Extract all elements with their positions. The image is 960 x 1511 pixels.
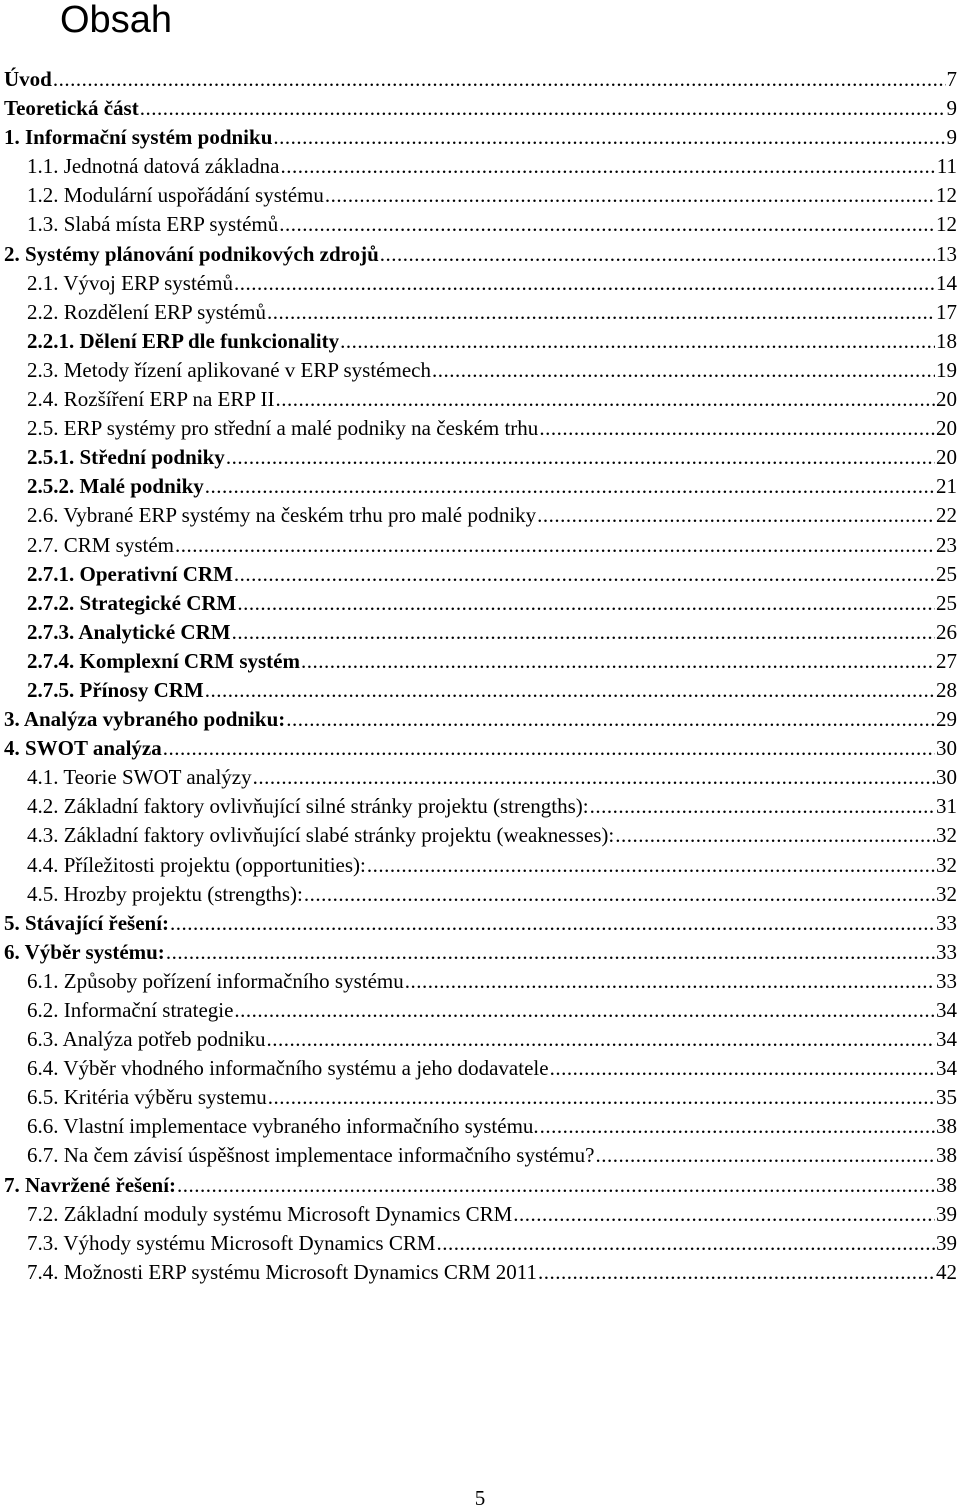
toc-entry[interactable]	[4, 996, 957, 1025]
toc-entry[interactable]	[4, 763, 957, 792]
toc-entry[interactable]	[4, 65, 957, 94]
dot-leader	[437, 1229, 935, 1258]
toc-entry-page-number: 32	[936, 881, 957, 906]
dot-leader	[304, 880, 935, 909]
toc-entry[interactable]	[4, 414, 957, 443]
toc-entry-page-number: 38	[936, 1143, 957, 1168]
toc-entry-title: 6.2. Informační strategie	[27, 998, 234, 1022]
dot-leader	[253, 763, 935, 792]
toc-entry[interactable]	[4, 472, 957, 501]
table-of-contents	[4, 65, 957, 1287]
toc-entry-page-number: 38	[936, 1114, 957, 1139]
dot-leader	[234, 560, 935, 589]
toc-entry-title: 4.3. Základní faktory ovlivňující slabé stránky projektu (weaknesses):	[27, 823, 615, 848]
dot-leader	[539, 414, 935, 443]
dot-leader	[405, 967, 935, 996]
toc-entry-title: 7.2. Základní moduly systému Microsoft Dynamics CRM	[27, 1201, 513, 1226]
toc-entry[interactable]	[4, 1054, 957, 1083]
toc-entry-title: 1.3. Slabá místa ERP systémů	[27, 212, 279, 237]
dot-leader	[267, 298, 935, 327]
toc-entry-title: 2.3. Metody řízení aplikované v ERP systémech	[27, 357, 431, 382]
toc-entry-title: 7.3. Výhody systému Microsoft Dynamics CRM	[27, 1230, 436, 1255]
toc-entry-title: 1. Informační systém podniku	[4, 125, 273, 150]
toc-entry[interactable]	[4, 298, 957, 327]
toc-entry-page-number: 20	[936, 445, 957, 470]
toc-entry-title: 2.7.1. Operativní CRM	[27, 561, 233, 586]
toc-entry[interactable]	[4, 560, 957, 589]
toc-entry-page-number: 38	[936, 1172, 957, 1197]
toc-entry[interactable]	[4, 734, 957, 763]
dot-leader	[177, 1171, 935, 1200]
dot-leader	[615, 821, 935, 850]
toc-entry-page-number: 9	[946, 125, 957, 150]
toc-entry[interactable]	[4, 967, 957, 996]
toc-entry-page-number: 39	[936, 1201, 957, 1226]
dot-leader	[432, 356, 935, 385]
dot-leader	[590, 792, 935, 821]
dot-leader	[276, 385, 935, 414]
toc-entry-title: 2.2.1. Dělení ERP dle funkcionality	[27, 328, 340, 353]
toc-entry-page-number: 33	[936, 968, 957, 993]
toc-entry[interactable]	[4, 589, 957, 618]
toc-entry-page-number: 35	[936, 1085, 957, 1110]
page-number: 5	[474, 1486, 486, 1510]
dot-leader	[286, 705, 935, 734]
toc-entry-page-number: 17	[936, 299, 957, 324]
toc-entry[interactable]	[4, 94, 957, 123]
dot-leader	[205, 472, 935, 501]
toc-entry-page-number: 20	[936, 416, 957, 441]
toc-entry-page-number: 22	[936, 503, 957, 528]
toc-entry[interactable]	[4, 181, 957, 210]
toc-entry-title: 2.7.5. Přínosy CRM	[27, 677, 204, 702]
dot-leader	[234, 996, 935, 1025]
toc-entry-title: 2.5.2. Malé podniky	[27, 474, 204, 499]
toc-entry-title: 4.2. Základní faktory ovlivňující silné stránky projektu (strengths):	[27, 794, 589, 819]
toc-entry[interactable]	[4, 210, 957, 239]
toc-entry-page-number: 25	[936, 561, 957, 586]
toc-entry-page-number: 30	[936, 765, 957, 790]
dot-leader	[537, 501, 935, 530]
toc-entry[interactable]	[4, 269, 957, 298]
toc-entry-page-number: 23	[936, 532, 957, 557]
toc-entry-page-number: 42	[936, 1259, 957, 1284]
toc-entry-page-number: 25	[936, 590, 957, 615]
toc-entry-title: 1.2. Modulární uspořádání systému	[27, 183, 324, 208]
dot-leader	[232, 618, 935, 647]
dot-leader	[325, 181, 935, 210]
toc-entry-page-number: 29	[936, 707, 957, 732]
toc-entry[interactable]	[4, 531, 957, 560]
toc-entry-page-number: 21	[936, 474, 957, 499]
dot-leader	[380, 240, 935, 269]
toc-entry-title: 2.5.1. Střední podniky	[27, 445, 225, 470]
toc-entry-page-number: 34	[936, 1027, 957, 1052]
dot-leader	[367, 851, 935, 880]
toc-entry-page-number: 12	[936, 183, 957, 208]
toc-entry-title: 2.7.2. Strategické CRM	[27, 590, 237, 615]
dot-leader	[281, 152, 936, 181]
toc-entry-page-number: 26	[936, 619, 957, 644]
toc-entry-page-number: 33	[936, 910, 957, 935]
dot-leader	[540, 1112, 935, 1141]
toc-entry[interactable]	[4, 938, 957, 967]
toc-entry[interactable]	[4, 356, 957, 385]
toc-entry-title: 2.7.4. Komplexní CRM systém	[27, 648, 300, 673]
toc-entry[interactable]	[4, 792, 957, 821]
toc-entry-page-number: 27	[936, 648, 957, 673]
toc-entry[interactable]	[4, 1171, 957, 1200]
toc-entry-title: 4.4. Příležitosti projektu (opportunities):	[27, 852, 366, 877]
toc-entry[interactable]	[4, 152, 957, 181]
toc-entry[interactable]	[4, 1112, 957, 1141]
dot-leader	[166, 938, 935, 967]
toc-entry-title: 4.1. Teorie SWOT analýzy	[27, 765, 252, 790]
toc-entry[interactable]	[4, 123, 957, 152]
toc-entry-title: 3. Analýza vybraného podniku:	[4, 707, 286, 732]
toc-entry-page-number: 30	[936, 736, 957, 761]
toc-entry-title: 2.5. ERP systémy pro střední a malé podniky na českém trhu	[27, 416, 539, 441]
toc-entry-page-number: 9	[946, 96, 957, 121]
page-title: Obsah	[60, 0, 172, 41]
toc-entry-title: 2.1. Vývoj ERP systémů	[27, 270, 233, 295]
dot-leader	[140, 94, 946, 123]
toc-entry-title: 2.6. Vybrané ERP systémy na českém trhu pro malé podniky	[27, 503, 537, 528]
toc-entry-page-number: 34	[936, 1056, 957, 1081]
toc-entry-page-number: 20	[936, 387, 957, 412]
toc-entry-title: 1.1. Jednotná datová základna	[27, 154, 280, 179]
toc-entry[interactable]	[4, 618, 957, 647]
toc-entry[interactable]	[4, 443, 957, 472]
dot-leader	[301, 647, 935, 676]
toc-entry-page-number: 12	[936, 212, 957, 237]
dot-leader	[595, 1141, 935, 1170]
toc-entry-title: 7. Navržené řešení:	[4, 1172, 177, 1197]
toc-entry[interactable]	[4, 705, 957, 734]
dot-leader	[268, 1083, 935, 1112]
dot-leader	[513, 1200, 935, 1229]
toc-entry-title: 4. SWOT analýza	[4, 736, 162, 761]
dot-leader	[234, 269, 935, 298]
toc-entry-page-number: 39	[936, 1230, 957, 1255]
dot-leader	[267, 1025, 935, 1054]
toc-entry[interactable]	[4, 821, 957, 850]
dot-leader	[53, 65, 946, 94]
toc-entry-page-number: 32	[936, 852, 957, 877]
dot-leader	[226, 443, 935, 472]
toc-entry-title: 6.1. Způsoby pořízení informačního systému	[27, 968, 404, 993]
toc-entry-page-number: 28	[936, 677, 957, 702]
toc-entry-title: 6.7. Na čem závisí úspěšnost implementace informačního systému?	[27, 1143, 595, 1168]
dot-leader	[538, 1258, 935, 1287]
toc-entry-page-number: 18	[936, 328, 957, 353]
toc-entry[interactable]	[4, 1141, 957, 1170]
dot-leader	[340, 327, 935, 356]
toc-entry-title: 6.3. Analýza potřeb podniku	[27, 1027, 266, 1052]
toc-entry-title: Teoretická část	[4, 96, 139, 121]
toc-entry-page-number: 7	[946, 67, 957, 91]
toc-entry[interactable]	[4, 1083, 957, 1112]
dot-leader	[175, 531, 935, 560]
dot-leader	[550, 1054, 935, 1083]
toc-entry-title: 2.7.3. Analytické CRM	[27, 619, 231, 644]
toc-entry-page-number: 19	[936, 357, 957, 382]
toc-entry-page-number: 14	[936, 270, 957, 295]
toc-entry[interactable]	[4, 1229, 957, 1258]
toc-entry[interactable]	[4, 240, 957, 269]
toc-entry-title: 2.2. Rozdělení ERP systémů	[27, 299, 266, 324]
toc-entry-page-number: 13	[936, 241, 957, 266]
dot-leader	[273, 123, 945, 152]
toc-entry-title: 4.5. Hrozby projektu (strengths):	[27, 881, 303, 906]
dot-leader	[279, 210, 935, 239]
toc-entry[interactable]	[4, 327, 957, 356]
dot-leader	[163, 734, 935, 763]
toc-entry[interactable]	[4, 385, 957, 414]
toc-entry[interactable]	[4, 909, 957, 938]
toc-entry-page-number: 11	[936, 154, 957, 179]
dot-leader	[205, 676, 935, 705]
toc-entry[interactable]	[4, 1258, 957, 1287]
toc-entry[interactable]	[4, 1200, 957, 1229]
toc-entry-title: 6. Výběr systému:	[4, 939, 165, 964]
toc-entry[interactable]	[4, 676, 957, 705]
toc-entry-page-number: 33	[936, 939, 957, 964]
toc-entry[interactable]	[4, 880, 957, 909]
toc-entry-title: Úvod	[4, 67, 52, 91]
dot-leader	[170, 909, 935, 938]
toc-entry-title: 2.4. Rozšíření ERP na ERP II	[27, 387, 275, 412]
toc-entry[interactable]	[4, 647, 957, 676]
toc-entry-page-number: 32	[936, 823, 957, 848]
toc-entry-title: 6.6. Vlastní implementace vybraného informačního systému.	[27, 1114, 539, 1139]
toc-entry-title: 6.5. Kritéria výběru systemu	[27, 1085, 267, 1110]
toc-entry[interactable]	[4, 1025, 957, 1054]
toc-entry-title: 6.4. Výběr vhodného informačního systému a jeho dodavatele	[27, 1056, 549, 1081]
toc-entry-title: 5. Stávající řešení:	[4, 910, 170, 935]
toc-entry-title: 2. Systémy plánování podnikových zdrojů	[4, 241, 379, 266]
toc-entry-title: 2.7. CRM systém	[27, 532, 175, 557]
dot-leader	[237, 589, 935, 618]
toc-entry[interactable]	[4, 501, 957, 530]
toc-entry-page-number: 34	[936, 998, 957, 1022]
toc-entry-title: 7.4. Možnosti ERP systému Microsoft Dynamics CRM 2011	[27, 1259, 538, 1284]
toc-entry[interactable]	[4, 851, 957, 880]
toc-entry-page-number: 31	[936, 794, 957, 819]
